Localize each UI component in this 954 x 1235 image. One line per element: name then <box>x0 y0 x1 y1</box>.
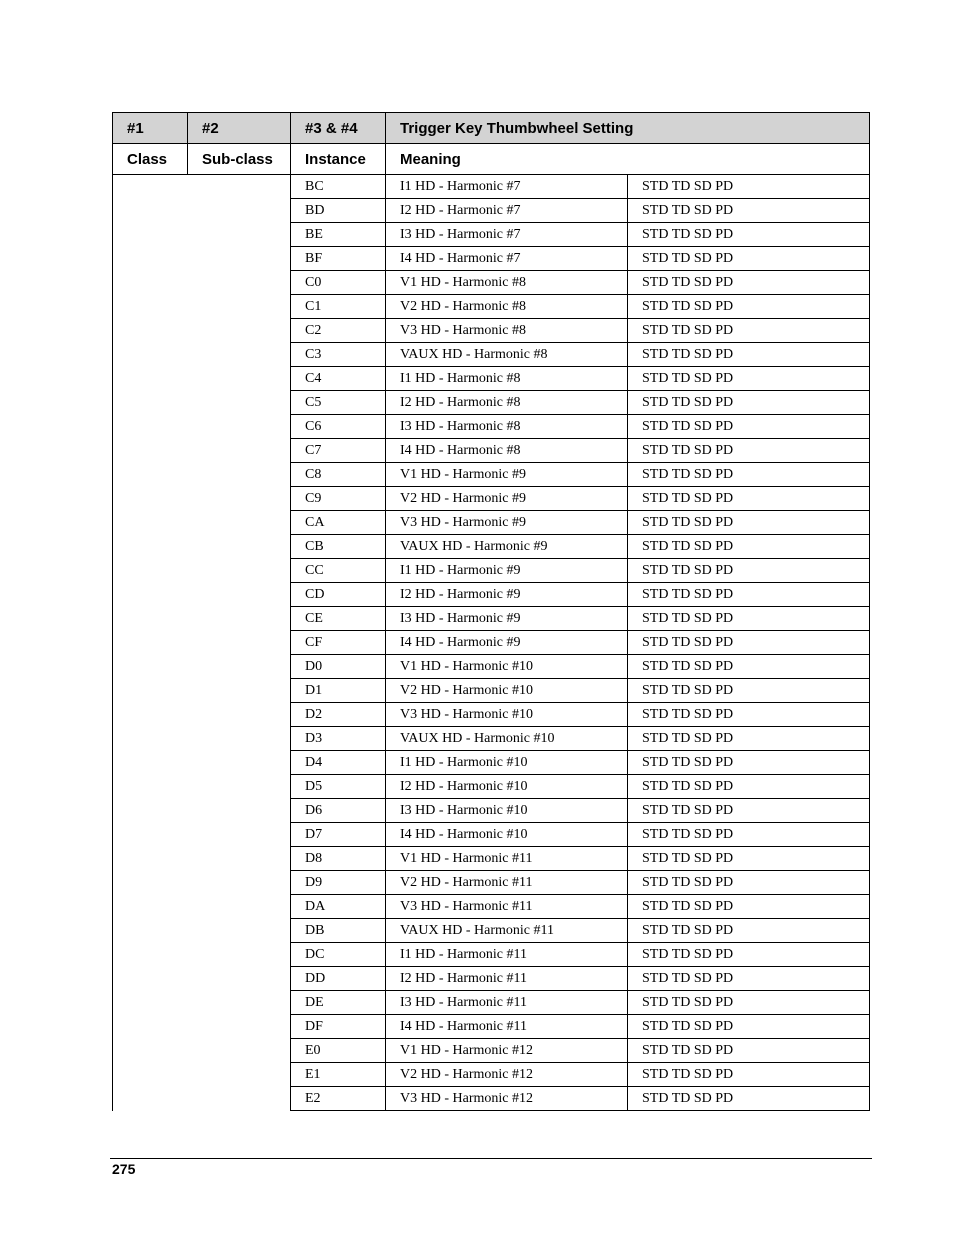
setting-cell: STD TD SD PD <box>628 967 870 991</box>
table-row <box>113 367 870 391</box>
setting-cell: STD TD SD PD <box>628 247 870 271</box>
setting-cell: STD TD SD PD <box>628 367 870 391</box>
setting-cell: STD TD SD PD <box>628 919 870 943</box>
meaning-cell: V2 HD - Harmonic #8 <box>386 295 628 319</box>
sub-class-cell <box>188 823 291 847</box>
class-cell <box>113 823 188 847</box>
table-row <box>113 1063 870 1087</box>
meaning-cell: V1 HD - Harmonic #10 <box>386 655 628 679</box>
setting-cell: STD TD SD PD <box>628 343 870 367</box>
instance-cell: CE <box>291 607 386 631</box>
class-cell <box>113 463 188 487</box>
sub-class-cell <box>188 607 291 631</box>
class-cell <box>113 1039 188 1063</box>
class-cell <box>113 583 188 607</box>
instance-cell: C5 <box>291 391 386 415</box>
setting-cell: STD TD SD PD <box>628 415 870 439</box>
meaning-cell: I4 HD - Harmonic #11 <box>386 1015 628 1039</box>
instance-cell: D4 <box>291 751 386 775</box>
meaning-cell: V3 HD - Harmonic #8 <box>386 319 628 343</box>
class-cell <box>113 535 188 559</box>
setting-cell: STD TD SD PD <box>628 319 870 343</box>
setting-cell: STD TD SD PD <box>628 295 870 319</box>
meaning-cell: V2 HD - Harmonic #9 <box>386 487 628 511</box>
instance-cell: D9 <box>291 871 386 895</box>
setting-cell: STD TD SD PD <box>628 1039 870 1063</box>
table-row <box>113 247 870 271</box>
instance-cell: CA <box>291 511 386 535</box>
instance-cell: D1 <box>291 679 386 703</box>
table-row <box>113 583 870 607</box>
meaning-cell: V1 HD - Harmonic #8 <box>386 271 628 295</box>
meaning-cell: V3 HD - Harmonic #10 <box>386 703 628 727</box>
sub-class-cell <box>188 991 291 1015</box>
instance-cell: C6 <box>291 415 386 439</box>
instance-cell: D8 <box>291 847 386 871</box>
meaning-cell: I1 HD - Harmonic #8 <box>386 367 628 391</box>
class-cell <box>113 703 188 727</box>
meaning-cell: V1 HD - Harmonic #11 <box>386 847 628 871</box>
setting-cell: STD TD SD PD <box>628 1063 870 1087</box>
sub-class-cell <box>188 583 291 607</box>
class-cell <box>113 439 188 463</box>
table-row <box>113 655 870 679</box>
sub-class-cell <box>188 1039 291 1063</box>
meaning-cell: I1 HD - Harmonic #9 <box>386 559 628 583</box>
meaning-cell: I3 HD - Harmonic #10 <box>386 799 628 823</box>
trigger-key-table <box>112 112 870 1111</box>
table-row <box>113 223 870 247</box>
table-row <box>113 487 870 511</box>
sub-class-cell <box>188 295 291 319</box>
instance-cell: E0 <box>291 1039 386 1063</box>
table-row <box>113 607 870 631</box>
table-row <box>113 535 870 559</box>
class-cell <box>113 487 188 511</box>
setting-cell: STD TD SD PD <box>628 943 870 967</box>
class-cell <box>113 871 188 895</box>
table-row <box>113 1015 870 1039</box>
sub-class-cell <box>188 271 291 295</box>
setting-cell: STD TD SD PD <box>628 1087 870 1111</box>
class-cell <box>113 631 188 655</box>
table-row <box>113 895 870 919</box>
instance-cell: D2 <box>291 703 386 727</box>
instance-cell: C1 <box>291 295 386 319</box>
class-cell <box>113 271 188 295</box>
header-instance: Instance <box>291 144 386 175</box>
meaning-cell: I3 HD - Harmonic #9 <box>386 607 628 631</box>
setting-cell: STD TD SD PD <box>628 391 870 415</box>
meaning-cell: I4 HD - Harmonic #8 <box>386 439 628 463</box>
instance-cell: C8 <box>291 463 386 487</box>
setting-cell: STD TD SD PD <box>628 823 870 847</box>
instance-cell: CB <box>291 535 386 559</box>
table-row <box>113 1039 870 1063</box>
meaning-cell: I3 HD - Harmonic #8 <box>386 415 628 439</box>
instance-cell: D5 <box>291 775 386 799</box>
meaning-cell: I3 HD - Harmonic #7 <box>386 223 628 247</box>
setting-cell: STD TD SD PD <box>628 583 870 607</box>
instance-cell: CF <box>291 631 386 655</box>
meaning-cell: V1 HD - Harmonic #9 <box>386 463 628 487</box>
sub-class-cell <box>188 1063 291 1087</box>
meaning-cell: V2 HD - Harmonic #10 <box>386 679 628 703</box>
setting-cell: STD TD SD PD <box>628 631 870 655</box>
class-cell <box>113 247 188 271</box>
table-row <box>113 391 870 415</box>
class-cell <box>113 775 188 799</box>
sub-class-cell <box>188 175 291 199</box>
header-col1-number: #1 <box>113 113 188 144</box>
header-sub-class: Sub-class <box>188 144 291 175</box>
table-row <box>113 439 870 463</box>
setting-cell: STD TD SD PD <box>628 751 870 775</box>
table-row <box>113 943 870 967</box>
header-meaning: Meaning <box>386 144 870 175</box>
meaning-cell: V3 HD - Harmonic #9 <box>386 511 628 535</box>
meaning-cell: V3 HD - Harmonic #11 <box>386 895 628 919</box>
setting-cell: STD TD SD PD <box>628 607 870 631</box>
instance-cell: E1 <box>291 1063 386 1087</box>
table-row <box>113 919 870 943</box>
meaning-cell: V2 HD - Harmonic #11 <box>386 871 628 895</box>
class-cell <box>113 223 188 247</box>
meaning-cell: I2 HD - Harmonic #9 <box>386 583 628 607</box>
instance-cell: BD <box>291 199 386 223</box>
class-cell <box>113 919 188 943</box>
class-cell <box>113 655 188 679</box>
sub-class-cell <box>188 247 291 271</box>
class-cell <box>113 319 188 343</box>
class-cell <box>113 727 188 751</box>
table-row <box>113 775 870 799</box>
instance-cell: BF <box>291 247 386 271</box>
setting-cell: STD TD SD PD <box>628 679 870 703</box>
sub-class-cell <box>188 199 291 223</box>
table-row <box>113 295 870 319</box>
setting-cell: STD TD SD PD <box>628 799 870 823</box>
table-row <box>113 559 870 583</box>
table-row <box>113 1087 870 1111</box>
sub-class-cell <box>188 703 291 727</box>
table-row <box>113 175 870 199</box>
class-cell <box>113 511 188 535</box>
meaning-cell: I1 HD - Harmonic #10 <box>386 751 628 775</box>
setting-cell: STD TD SD PD <box>628 535 870 559</box>
class-cell <box>113 559 188 583</box>
instance-cell: DC <box>291 943 386 967</box>
class-cell <box>113 343 188 367</box>
sub-class-cell <box>188 799 291 823</box>
class-cell <box>113 607 188 631</box>
page-number: 275 <box>112 1161 136 1177</box>
sub-class-cell <box>188 439 291 463</box>
instance-cell: C2 <box>291 319 386 343</box>
meaning-cell: V1 HD - Harmonic #12 <box>386 1039 628 1063</box>
table-row <box>113 871 870 895</box>
instance-cell: C4 <box>291 367 386 391</box>
sub-class-cell <box>188 679 291 703</box>
meaning-cell: I1 HD - Harmonic #7 <box>386 175 628 199</box>
table-row <box>113 823 870 847</box>
meaning-cell: VAUX HD - Harmonic #9 <box>386 535 628 559</box>
class-cell <box>113 943 188 967</box>
setting-cell: STD TD SD PD <box>628 991 870 1015</box>
setting-cell: STD TD SD PD <box>628 1015 870 1039</box>
footer-divider <box>110 1158 872 1159</box>
class-cell <box>113 967 188 991</box>
sub-class-cell <box>188 871 291 895</box>
meaning-cell: I1 HD - Harmonic #11 <box>386 943 628 967</box>
class-cell <box>113 367 188 391</box>
instance-cell: BE <box>291 223 386 247</box>
sub-class-cell <box>188 463 291 487</box>
sub-class-cell <box>188 487 291 511</box>
setting-cell: STD TD SD PD <box>628 439 870 463</box>
class-cell <box>113 799 188 823</box>
class-cell <box>113 1063 188 1087</box>
table-row <box>113 991 870 1015</box>
setting-cell: STD TD SD PD <box>628 847 870 871</box>
setting-cell: STD TD SD PD <box>628 175 870 199</box>
class-cell <box>113 175 188 199</box>
header-col3-number: #3 & #4 <box>291 113 386 144</box>
instance-cell: DE <box>291 991 386 1015</box>
instance-cell: D3 <box>291 727 386 751</box>
sub-class-cell <box>188 751 291 775</box>
sub-class-cell <box>188 1087 291 1111</box>
setting-cell: STD TD SD PD <box>628 727 870 751</box>
sub-class-cell <box>188 415 291 439</box>
meaning-cell: I4 HD - Harmonic #10 <box>386 823 628 847</box>
class-cell <box>113 751 188 775</box>
class-cell <box>113 679 188 703</box>
setting-cell: STD TD SD PD <box>628 511 870 535</box>
sub-class-cell <box>188 535 291 559</box>
table-row <box>113 631 870 655</box>
meaning-cell: I4 HD - Harmonic #9 <box>386 631 628 655</box>
instance-cell: DB <box>291 919 386 943</box>
instance-cell: BC <box>291 175 386 199</box>
sub-class-cell <box>188 559 291 583</box>
instance-cell: DA <box>291 895 386 919</box>
header-trigger-key-setting: Trigger Key Thumbwheel Setting <box>386 113 870 144</box>
instance-cell: C3 <box>291 343 386 367</box>
meaning-cell: I2 HD - Harmonic #8 <box>386 391 628 415</box>
sub-class-cell <box>188 727 291 751</box>
setting-cell: STD TD SD PD <box>628 463 870 487</box>
header-class: Class <box>113 144 188 175</box>
class-cell <box>113 199 188 223</box>
table-row <box>113 415 870 439</box>
sub-class-cell <box>188 367 291 391</box>
table-row <box>113 511 870 535</box>
instance-cell: D6 <box>291 799 386 823</box>
meaning-cell: V3 HD - Harmonic #12 <box>386 1087 628 1111</box>
sub-class-cell <box>188 631 291 655</box>
class-cell <box>113 415 188 439</box>
table-row <box>113 751 870 775</box>
meaning-cell: VAUX HD - Harmonic #11 <box>386 919 628 943</box>
meaning-cell: I2 HD - Harmonic #11 <box>386 967 628 991</box>
meaning-cell: VAUX HD - Harmonic #10 <box>386 727 628 751</box>
setting-cell: STD TD SD PD <box>628 871 870 895</box>
setting-cell: STD TD SD PD <box>628 895 870 919</box>
table-row <box>113 199 870 223</box>
setting-cell: STD TD SD PD <box>628 703 870 727</box>
setting-cell: STD TD SD PD <box>628 655 870 679</box>
meaning-cell: I3 HD - Harmonic #11 <box>386 991 628 1015</box>
table-row <box>113 727 870 751</box>
instance-cell: CD <box>291 583 386 607</box>
sub-class-cell <box>188 847 291 871</box>
table-row <box>113 343 870 367</box>
sub-class-cell <box>188 967 291 991</box>
setting-cell: STD TD SD PD <box>628 223 870 247</box>
table-row <box>113 799 870 823</box>
meaning-cell: I4 HD - Harmonic #7 <box>386 247 628 271</box>
instance-cell: C7 <box>291 439 386 463</box>
class-cell <box>113 895 188 919</box>
class-cell <box>113 991 188 1015</box>
instance-cell: C0 <box>291 271 386 295</box>
instance-cell: DF <box>291 1015 386 1039</box>
class-cell <box>113 391 188 415</box>
meaning-cell: VAUX HD - Harmonic #8 <box>386 343 628 367</box>
table-row <box>113 703 870 727</box>
setting-cell: STD TD SD PD <box>628 559 870 583</box>
setting-cell: STD TD SD PD <box>628 775 870 799</box>
meaning-cell: I2 HD - Harmonic #10 <box>386 775 628 799</box>
setting-cell: STD TD SD PD <box>628 271 870 295</box>
class-cell <box>113 847 188 871</box>
table-row <box>113 679 870 703</box>
instance-cell: C9 <box>291 487 386 511</box>
sub-class-cell <box>188 391 291 415</box>
instance-cell: D0 <box>291 655 386 679</box>
class-cell <box>113 295 188 319</box>
sub-class-cell <box>188 343 291 367</box>
header-col2-number: #2 <box>188 113 291 144</box>
instance-cell: E2 <box>291 1087 386 1111</box>
sub-class-cell <box>188 919 291 943</box>
sub-class-cell <box>188 895 291 919</box>
meaning-cell: I2 HD - Harmonic #7 <box>386 199 628 223</box>
class-cell <box>113 1015 188 1039</box>
header-row-names <box>113 144 870 175</box>
table-row <box>113 271 870 295</box>
class-cell <box>113 1087 188 1111</box>
sub-class-cell <box>188 943 291 967</box>
sub-class-cell <box>188 1015 291 1039</box>
setting-cell: STD TD SD PD <box>628 199 870 223</box>
instance-cell: CC <box>291 559 386 583</box>
sub-class-cell <box>188 775 291 799</box>
instance-cell: D7 <box>291 823 386 847</box>
sub-class-cell <box>188 511 291 535</box>
table-row <box>113 967 870 991</box>
sub-class-cell <box>188 655 291 679</box>
meaning-cell: V2 HD - Harmonic #12 <box>386 1063 628 1087</box>
setting-cell: STD TD SD PD <box>628 487 870 511</box>
sub-class-cell <box>188 223 291 247</box>
instance-cell: DD <box>291 967 386 991</box>
sub-class-cell <box>188 319 291 343</box>
table-body <box>113 175 870 1111</box>
table-row <box>113 319 870 343</box>
table-row <box>113 847 870 871</box>
header-row-numbers <box>113 113 870 144</box>
table-row <box>113 463 870 487</box>
